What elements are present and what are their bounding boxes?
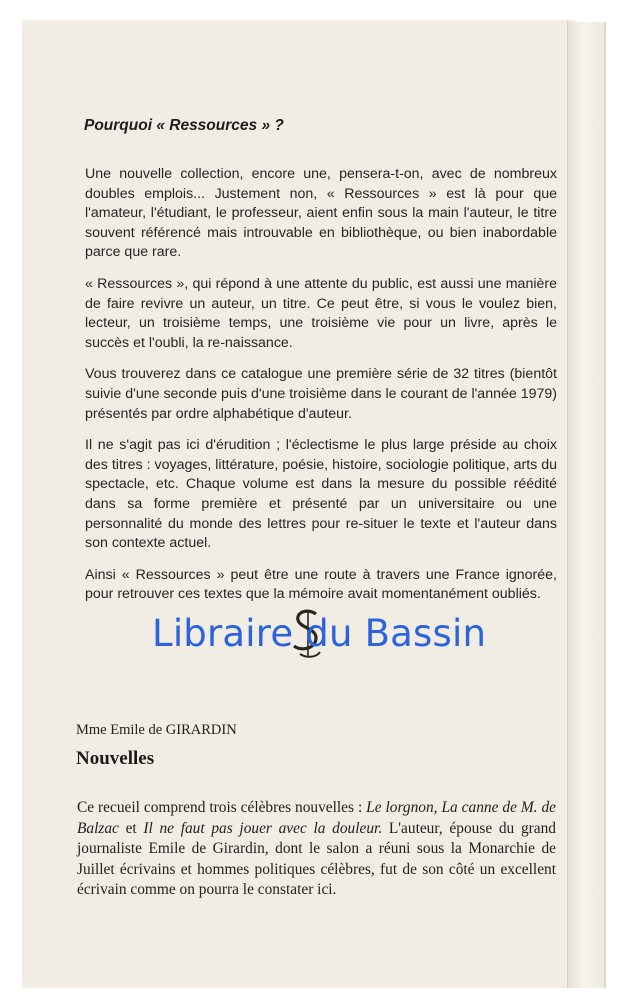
book-summary (77, 798, 556, 901)
intro-paragraph: Ainsi « Ressources » peut être une route à travers une France ignorée, pour retrouver ces textes que la mémoire avait momentanément oubliés. (85, 566, 557, 603)
intro-text (85, 165, 557, 617)
watermark-text: Libraire du Bassin (152, 612, 487, 655)
book-title: Nouvelles (76, 748, 155, 769)
intro-paragraph: Vous trouverez dans ce catalogue une première série de 32 titres (bientôt suivie d'une seconde puis d'une troisième dans le courant de l'année 1979) présentés par ordre alphabétique d'auteur. (85, 366, 557, 422)
summary-text: et (118, 819, 144, 837)
section-heading: Pourquoi « Ressources » ? (84, 117, 284, 134)
summary-title: Il ne faut pas jouer avec la douleur. (143, 819, 383, 837)
intro-paragraph: « Ressources », qui répond à une attente du public, est aussi une manière de faire revivre un auteur, un titre. Ce peut être, si vous le voulez bien, lecteur, un troisième temps, une troisième vie pour un livre, après le succès et l'oubli, la re-naissance. (85, 275, 557, 351)
intro-paragraph: Une nouvelle collection, encore une, pensera-t-on, avec de nombreux doubles emplois... Justement non, « Ressources » est là pour que l'amateur, l'étudiant, le professeur, aient enfin sous la main l'auteur, le titre souvent référencé mais introuvable en bibliothèque, ou bien inabordable parce que rare. (85, 166, 557, 261)
book-spine (567, 22, 604, 988)
summary-text: L'auteur, épouse du grand journaliste Emile de Girardin, dont le salon a réuni sous la Monarchie de Juillet écrivains et hommes politiques célèbres, fut de son côté un excellent écrivain comme on pourra le constater ici. (77, 819, 556, 899)
author-name: Mme Emile de GIRARDIN (76, 722, 237, 738)
summary-text: Ce recueil comprend trois célèbres nouvelles : (77, 799, 367, 816)
intro-paragraph: Il ne s'agit pas ici d'érudition ; l'éclectisme le plus large préside au choix des titres : voyages, littérature, poésie, histoire, sociologie politique, arts du spectacle, etc. Chaque volume est dans la mesure du possible réédité dans sa forme première et présenté par un universitaire ou une personnalité du monde des lettres pour re-situer le texte et l'auteur dans son contexte actuel. (85, 437, 557, 552)
summary-title: Le lorgnon, La canne de M. de Balzac (77, 799, 556, 837)
